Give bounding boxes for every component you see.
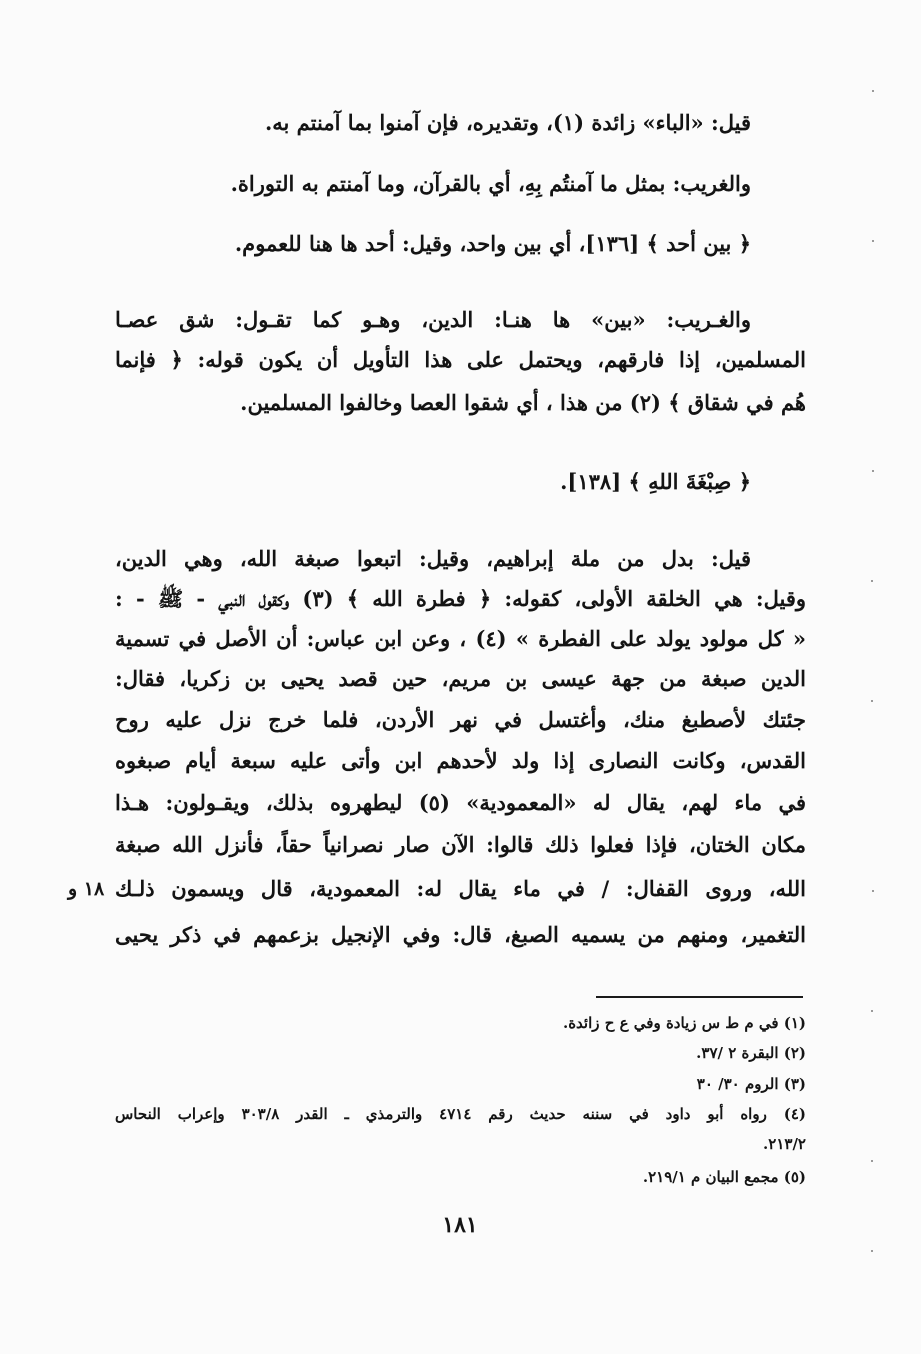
text-line: هُم في شقاق ﴾ (٢) من هذا ، أي شقوا العصا وخالفوا المسلمين.	[240, 390, 806, 415]
footnote: (٤) رواه أبو داود في سننه حديث رقم ٤٧١٤ والترمذي ـ القدر ٣٠٣/٨ وإعراب النحاس	[115, 1105, 806, 1123]
text-line: القدس، وكانت النصارى إذا ولد لأحدهم ابن وأتى عليه سبعة أيام صبغوه	[115, 748, 806, 773]
text-line: مكان الختان، فإذا فعلوا ذلك قالوا: الآن صار نصرانياً حقاً، فأنزل الله صبغة	[115, 832, 806, 857]
text-line: الدين صبغة من جهة عيسى بن مريم، حين قصد يحيى بن زكريا، فقال:	[115, 666, 806, 691]
text-line: جئتك لأصطبغ منك، وأغتسل في نهر الأردن، فلما خرج نزل عليه روح	[115, 707, 806, 732]
text-line: ﴿ بين أحد ﴾ [١٣٦]، أي بين واحد، وقيل: أحد ها هنا للعموم.	[234, 231, 751, 256]
text-line: وقيل: هي الخلقة الأولى، كقوله: ﴿ فطرة الله ﴾ (٣) وكقول النبي - ﷺ - :	[115, 586, 807, 611]
page-number: ١٨١	[442, 1212, 478, 1238]
scan-speck	[872, 240, 874, 242]
section-heading: ﴿ صِبْغَةَ اللهِ ﴾ [١٣٨].	[560, 469, 751, 494]
text-line: والغـريب: «بين» ها هنـا: الدين، وهـو كما تقـول: شق عصـا	[115, 307, 751, 332]
footnote: (٥) مجمع البيان م ٢١٩/١.	[642, 1168, 806, 1186]
scan-speck	[872, 90, 874, 92]
footnote-separator	[596, 996, 803, 998]
scan-speck	[872, 890, 874, 892]
footnote: (٢) البقرة ٢ /٣٧.	[696, 1044, 806, 1062]
folio-margin-note: ١٨ و	[68, 878, 105, 900]
text-line: الله، وروى القفال: / في ماء يقال له: المعمودية، قال ويسمون ذلـك	[115, 876, 806, 901]
footnote-continuation: ٢١٣/٢.	[763, 1135, 806, 1153]
text-line: قيل: «الباء» زائدة (١)، وتقديره، فإن آمنوا بما آمنتم به.	[264, 110, 751, 135]
scan-speck	[871, 1010, 873, 1012]
text-line: المسلمين، إذا فارقهم، ويحتمل على هذا التأويل أن يكون قوله: ﴿ فإنما	[115, 347, 806, 372]
scan-speck	[871, 1160, 873, 1162]
text-line: التغمير، ومنهم من يسميه الصبغ، قال: وفي الإنجيل بزعمهم في ذكر يحيى	[115, 922, 806, 947]
text-line: « كل مولود يولد على الفطرة » (٤) ، وعن ابن عباس: أن الأصل في تسمية	[115, 626, 807, 651]
footnote: (١) في م ط س زيادة وفي ع ح زائدة.	[562, 1014, 806, 1032]
text-line: في ماء لهم، يقال له «المعمودية» (٥) ليطهروه بذلك، ويقـولون: هـذا	[115, 790, 806, 815]
text-line: والغريب: بمثل ما آمنتُم بِهِ، أي بالقرآن، وما آمنتم به التوراة.	[230, 171, 751, 196]
scan-speck	[871, 700, 873, 702]
text-line: قيل: بدل من ملة إبراهيم، وقيل: اتبعوا صبغة الله، وهي الدين،	[115, 546, 751, 571]
scan-speck	[872, 470, 874, 472]
footnote: (٣) الروم ٣٠/ ٣٠	[696, 1075, 806, 1093]
scan-speck	[871, 1250, 873, 1252]
scan-speck	[871, 580, 873, 582]
